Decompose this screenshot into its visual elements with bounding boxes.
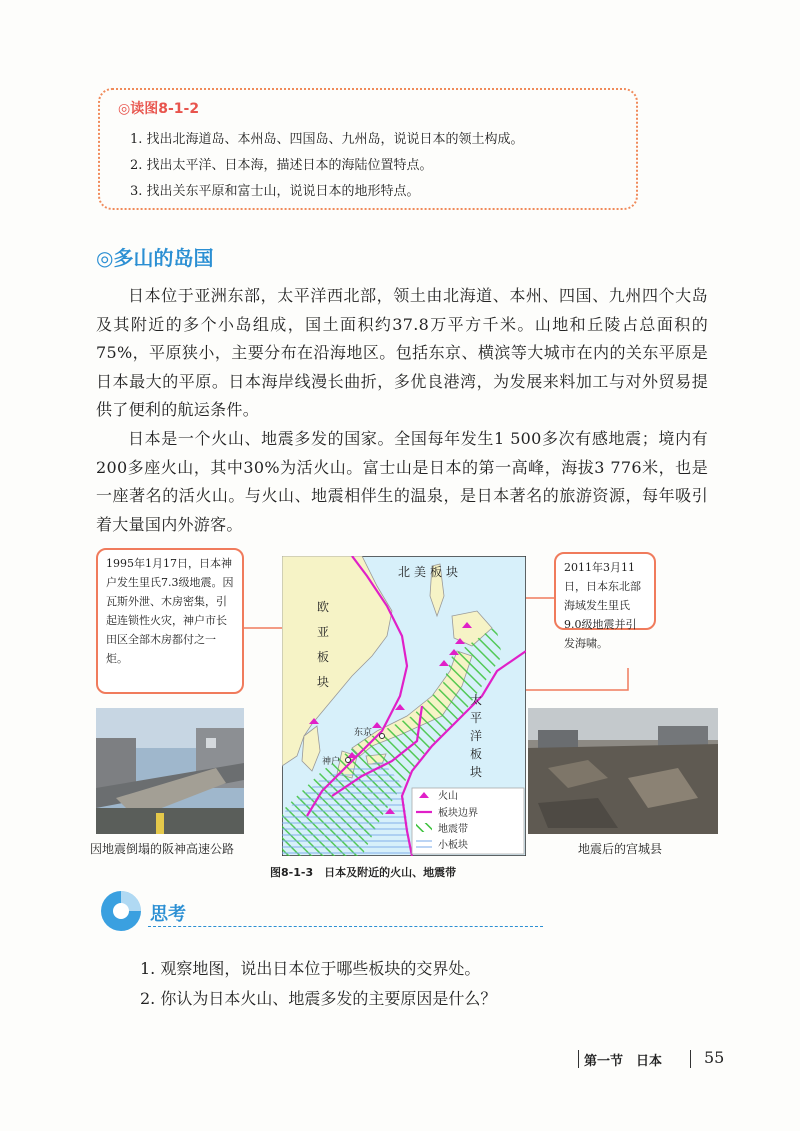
japan-tectonic-map xyxy=(282,556,526,856)
eurasia-plate-char: 块 xyxy=(317,675,330,689)
pacific-plate-char: 块 xyxy=(470,765,483,779)
city-tokyo-dot xyxy=(380,734,385,739)
city-tokyo-label: 东京 xyxy=(354,728,373,738)
read-box-item-2: 2. 找出太平洋、日本海，描述日本的海陆位置特点。 xyxy=(130,158,433,173)
city-kobe-dot xyxy=(346,758,351,763)
photo-miyagi xyxy=(528,708,718,834)
north-america-plate-label: 北美板块 xyxy=(398,565,463,579)
photo-right-caption: 地震后的宫城县 xyxy=(578,842,663,856)
eurasia-plate-char: 亚 xyxy=(317,625,330,639)
figure-caption: 图8-1-3 日本及附近的火山、地震带 xyxy=(270,866,457,879)
footer-divider-right xyxy=(690,1050,691,1068)
section-title: ◎多山的岛国 xyxy=(96,246,214,270)
think-question-2: 2. 你认为日本火山、地震多发的主要原因是什么？ xyxy=(140,989,497,1008)
legend-quake-icon xyxy=(416,823,432,832)
pacific-plate-char: 板 xyxy=(470,747,483,761)
read-box-item-3: 3. 找出关东平原和富士山，说说日本的地形特点。 xyxy=(130,184,420,199)
legend-smallplate-label: 小板块 xyxy=(438,840,468,851)
footer-section: 第一节 日本 xyxy=(584,1054,663,1069)
city-kobe-label: 神户 xyxy=(322,757,341,767)
paragraph-1: 日本位于亚洲东部，太平洋西北部，领土由北海道、本州、四国、九州四个大岛及其附近的多个小岛组成，国土面积约37.8万平方千米。山地和丘陵占总面积的75%，平原狭小，主要分布在沿海地区。包括东京、横滨等大城市在内的关东平原是日本最大的平原。日本海岸线漫长曲折，多优良港湾，为发展来料加工与对外贸易提供了便利的航运条件。 xyxy=(96,286,708,419)
read-box-title: ◎读图8-1-2 xyxy=(118,101,200,117)
callout-tohoku: 2011年3月11日，日本东北部海域发生里氏9.0级地震并引发海啸。 xyxy=(554,552,656,630)
paragraph-2: 日本是一个火山、地震多发的国家。全国每年发生1 500多次有感地震；境内有200多座火山，其中30%为活火山。富士山是日本的第一高峰，海拔3 776米，也是一座著名的活火山。与火山、地震相伴生的温泉，是日本著名的旅游资源，每年吸引着大量国内外游客。 xyxy=(96,429,708,534)
read-box-item-1: 1. 找出北海道岛、本州岛、四国岛、九州岛，说说日本的领土构成。 xyxy=(130,132,524,147)
photo-left-caption: 因地震倒塌的阪神高速公路 xyxy=(90,842,235,856)
think-title: 思考 xyxy=(150,904,186,925)
pacific-plate-label xyxy=(470,692,482,779)
photo-collapsed-highway xyxy=(96,708,244,834)
pacific-plate-char: 洋 xyxy=(470,729,483,743)
legend-quake-label: 地震带 xyxy=(438,824,468,835)
eurasia-plate-char: 板 xyxy=(317,650,330,664)
legend-volcano-label: 火山 xyxy=(438,791,458,802)
page-number: 55 xyxy=(704,1048,725,1067)
legend-boundary-label: 板块边界 xyxy=(438,808,478,819)
legend-smallplate-icon xyxy=(416,839,432,848)
think-question-1: 1. 观察地图，说出日本位于哪些板块的交界处。 xyxy=(140,959,481,978)
pacific-plate-char: 太 xyxy=(470,693,483,707)
pacific-plate-char: 平 xyxy=(470,711,483,725)
map-legend xyxy=(412,788,524,854)
footer-divider-left xyxy=(578,1050,579,1068)
eurasia-plate-char: 欧 xyxy=(317,600,330,614)
think-icon xyxy=(96,886,146,936)
think-divider xyxy=(148,926,543,927)
callout-kobe: 1995年1月17日，日本神户发生里氏7.3级地震。因瓦斯外泄、木房密集，引起连锁性火灾，神户市长田区全部木房都付之一炬。 xyxy=(96,548,244,694)
